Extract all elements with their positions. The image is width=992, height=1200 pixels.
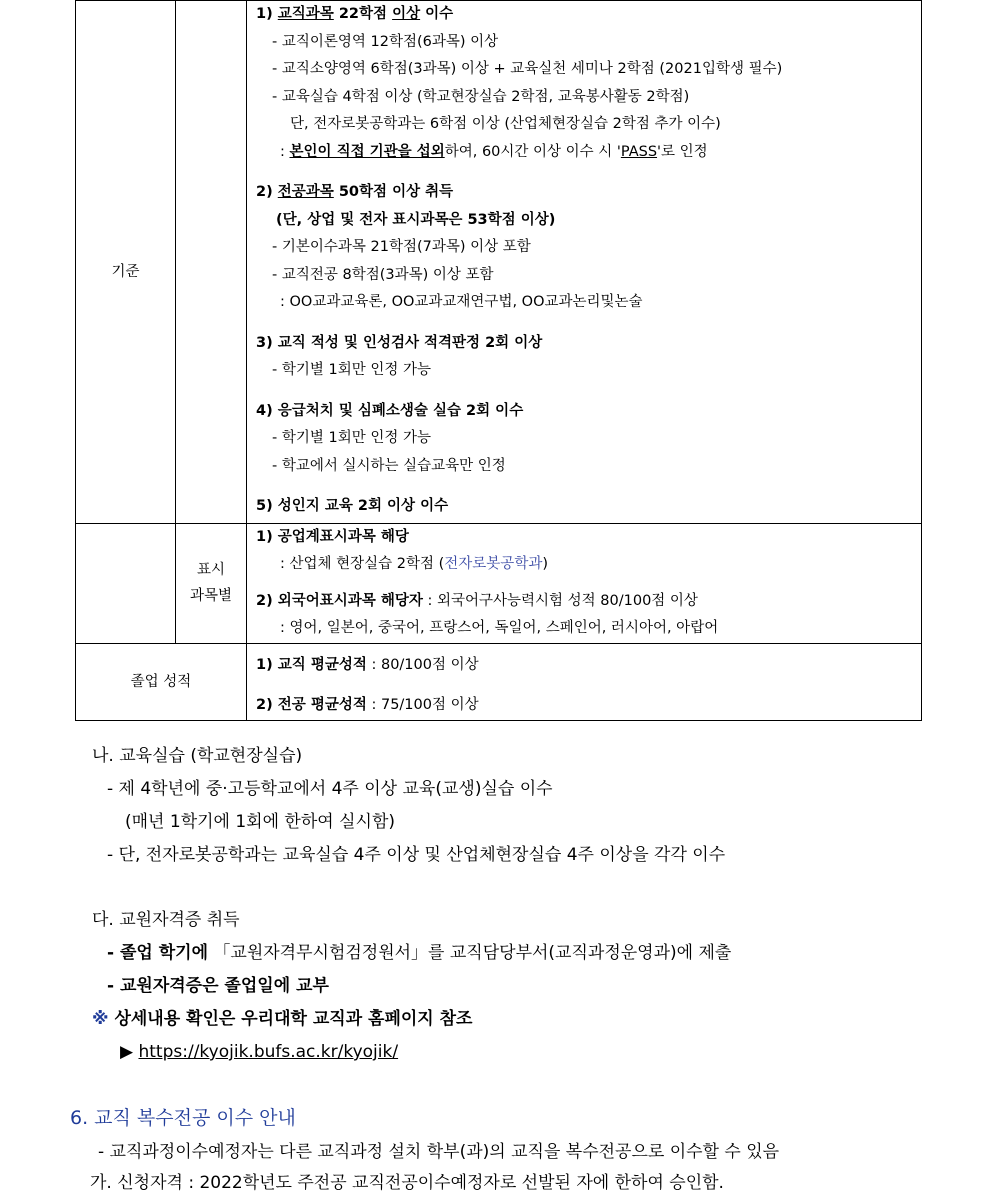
display-item-1: 1) 공업계표시과목 해당 bbox=[256, 528, 409, 545]
empty-cell bbox=[76, 523, 176, 643]
criteria-item-3: 3) 교직 적성 및 인성검사 적격판정 2회 이상 bbox=[256, 334, 543, 351]
section-heading: 나. 교육실습 (학교현장실습) bbox=[92, 746, 303, 766]
display-item-1-sub: : 산업체 현장실습 2학점 (전자로봇공학과) bbox=[280, 556, 549, 572]
section-na bbox=[92, 740, 725, 872]
homepage-link[interactable]: https://kyojik.bufs.ac.kr/kyojik/ bbox=[138, 1042, 399, 1062]
criteria-label: 기준 bbox=[76, 1, 176, 524]
criteria-item-5: 5) 성인지 교육 2회 이상 이수 bbox=[256, 498, 449, 514]
requirements-table bbox=[75, 0, 922, 721]
criteria-item-1-sub: - 교직소양영역 6학점(3과목) 이상 + 교육실천 세미나 2학점 (2021입학생 필수) bbox=[272, 61, 783, 77]
display-item-2: 2) 외국어표시과목 해당자 : 외국어구사능력시험 성적 80/100점 이상 bbox=[256, 592, 698, 609]
criteria-item-2-sub: : OO교과교육론, OO교과교재연구법, OO교과논리및논술 bbox=[280, 294, 643, 310]
criteria-item-4-sub: - 학기별 1회만 인정 가능 bbox=[272, 430, 431, 446]
section-line: (매년 1학기에 1회에 한하여 실시함) bbox=[125, 812, 395, 832]
link-line bbox=[92, 1036, 731, 1069]
criteria-content bbox=[247, 1, 922, 524]
section-line: - 단, 전자로봇공학과는 교육실습 4주 이상 및 산업체현장실습 4주 이상을 각각 이수 bbox=[107, 845, 726, 865]
section-6 bbox=[70, 1100, 779, 1198]
grad-item-2: 2) 전공 평균성적 : 75/100점 이상 bbox=[256, 697, 479, 713]
criteria-row bbox=[76, 1, 922, 524]
section-line: - 교원자격증은 졸업일에 교부 bbox=[107, 976, 329, 996]
criteria-item-1-note: : 본인이 직접 기관을 섭외하여, 60시간 이상 이수 시 'PASS'로 인정 bbox=[280, 143, 708, 160]
section-heading: 6. 교직 복수전공 이수 안내 bbox=[70, 1107, 296, 1129]
grad-content bbox=[247, 643, 922, 720]
criteria-item-2-sub: - 기본이수과목 21학점(7과목) 이상 포함 bbox=[272, 239, 531, 255]
section-line: - 졸업 학기에 「교원자격무시험검정원서」를 교직담당부서(교직과정운영과)에 제출 bbox=[107, 943, 732, 963]
reference-note: ※ 상세내용 확인은 우리대학 교직과 홈페이지 참조 bbox=[92, 1009, 473, 1029]
criteria-item-4-sub: - 학교에서 실시하는 실습교육만 인정 bbox=[272, 457, 506, 474]
section-line: - 교직과정이수예정자는 다른 교직과정 설치 학부(과)의 교직을 복수전공으로 이수할 수 있음 bbox=[98, 1142, 780, 1162]
criteria-item-4: 4) 응급처치 및 심폐소생술 실습 2회 이수 bbox=[256, 402, 524, 419]
criteria-item-2-note: (단, 상업 및 전자 표시과목은 53학점 이상) bbox=[276, 211, 556, 228]
criteria-item-3-sub: - 학기별 1회만 인정 가능 bbox=[272, 362, 431, 378]
display-row bbox=[76, 523, 922, 643]
section-heading: 다. 교원자격증 취득 bbox=[92, 910, 240, 930]
display-label: 표시 과목별 bbox=[176, 523, 247, 643]
display-content bbox=[247, 523, 922, 643]
empty-cell bbox=[176, 1, 247, 524]
section-da bbox=[92, 904, 731, 1069]
criteria-item-2-sub: - 교직전공 8학점(3과목) 이상 포함 bbox=[272, 266, 494, 283]
arrow-right-icon: ▶ bbox=[120, 1042, 134, 1062]
grad-row bbox=[76, 643, 922, 720]
section-line: - 제 4학년에 중·고등학교에서 4주 이상 교육(교생)실습 이수 bbox=[107, 779, 553, 799]
grad-label: 졸업 성적 bbox=[76, 643, 247, 720]
note-mark-icon: ※ bbox=[92, 1009, 109, 1029]
criteria-item-1-note: 단, 전자로봇공학과는 6학점 이상 (산업체현장실습 2학점 추가 이수) bbox=[290, 116, 721, 132]
section-line: 가. 신청자격 : 2022학년도 주전공 교직전공이수예정자로 선발된 자에 한하여 승인함. bbox=[90, 1173, 724, 1193]
criteria-item-1-sub: - 교육실습 4학점 이상 (학교현장실습 2학점, 교육봉사활동 2학점) bbox=[272, 88, 690, 105]
display-item-2-sub: : 영어, 일본어, 중국어, 프랑스어, 독일어, 스페인어, 러시아어, 아랍어 bbox=[280, 620, 719, 636]
criteria-item-2: 2) 전공과목 50학점 이상 취득 bbox=[256, 184, 454, 200]
criteria-item-1: 1) 교직과목 22학점 이상 이수 bbox=[256, 6, 454, 22]
criteria-item-1-sub: - 교직이론영역 12학점(6과목) 이상 bbox=[272, 33, 499, 50]
grad-item-1: 1) 교직 평균성적 : 80/100점 이상 bbox=[256, 656, 479, 673]
